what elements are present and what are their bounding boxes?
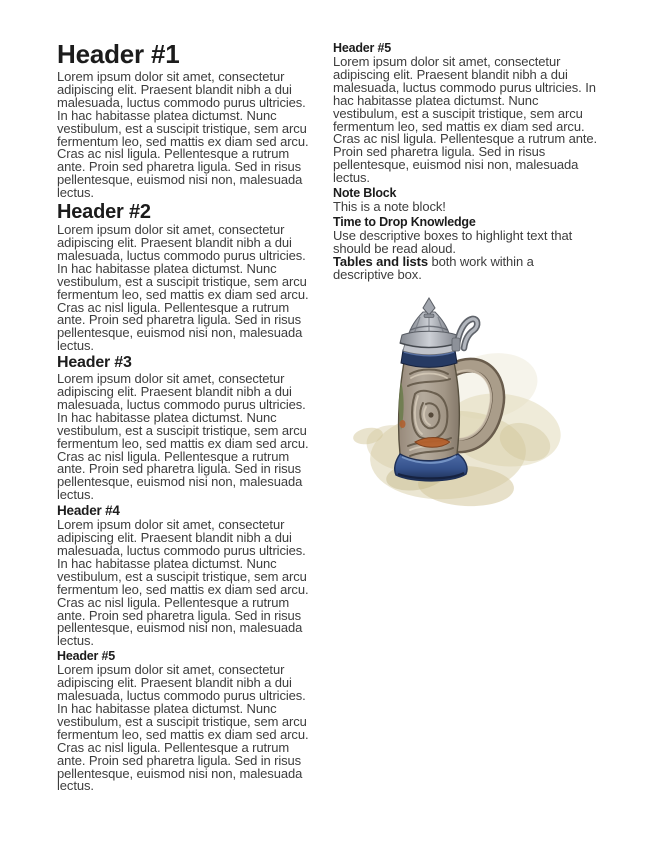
section-1 — [57, 40, 317, 200]
section-1-heading: Header #1 — [57, 39, 180, 69]
note-block-body: This is a note block! — [333, 199, 446, 215]
section-5-heading: Header #5 — [57, 649, 115, 664]
section-2 — [57, 201, 317, 353]
section-1-paragraph: Lorem ipsum dolor sit amet, consectetur adipiscing elit. Praesent blandit nibh a dui malesuada, luctus commodo purus ultricies. In hac habitasse platea dictumst. Nunc vestibulum, est a suscipit tristique, sem arcu fermentum leo, sed mattis ex diam sed arcu. Cras ac nisl ligula. Pellentesque a rutrum ante. Proin sed pharetra ligula. Sed in risus pellentesque, euismod nisi non, malesuada lectus. — [57, 69, 309, 201]
knowledge-block-body: Use descriptive boxes to highlight text that should be read aloud. — [333, 227, 573, 256]
orange-glaze-dot — [400, 420, 406, 428]
tables-note — [333, 253, 597, 282]
note-block-heading: Note Block — [333, 186, 397, 201]
knowledge-block — [333, 215, 597, 282]
section-4-paragraph: Lorem ipsum dolor sit amet, consectetur adipiscing elit. Praesent blandit nibh a dui malesuada, luctus commodo purus ultricies. In hac habitasse platea dictumst. Nunc vestibulum, est a suscipit tristique, sem arcu fermentum leo, sed mattis ex diam sed arcu. Cras ac nisl ligula. Pellentesque a rutrum ante. Proin sed pharetra ligula. Sed in risus pellentesque, euismod nisi non, malesuada lectus. — [57, 517, 309, 649]
section-4-heading: Header #4 — [57, 503, 120, 519]
thumb-lever — [452, 319, 477, 351]
section-4 — [57, 503, 317, 648]
tables-note-bold: Tables and lists — [333, 253, 428, 269]
note-block — [333, 186, 597, 214]
tables-note-rest: both work within a descriptive box. — [333, 253, 534, 282]
stein-body — [399, 362, 460, 468]
section-5-paragraph: Lorem ipsum dolor sit amet, consectetur adipiscing elit. Praesent blandit nibh a dui malesuada, luctus commodo purus ultricies. In hac habitasse platea dictumst. Nunc vestibulum, est a suscipit tristique, sem arcu fermentum leo, sed mattis ex diam sed arcu. Cras ac nisl ligula. Pellentesque a rutrum ante. Proin sed pharetra ligula. Sed in risus pellentesque, euismod nisi non, malesuada lectus. — [57, 662, 309, 794]
section-5 — [57, 649, 317, 793]
right-column — [333, 40, 597, 282]
section-6 — [333, 41, 597, 185]
stein-lid — [400, 298, 459, 348]
section-2-heading: Header #2 — [57, 201, 151, 224]
section-6-heading: Header #5 — [333, 41, 391, 55]
section-3-heading: Header #3 — [57, 354, 132, 372]
section-2-paragraph: Lorem ipsum dolor sit amet, consectetur adipiscing elit. Praesent blandit nibh a dui malesuada, luctus commodo purus ultricies. In hac habitasse platea dictumst. Nunc vestibulum, est a suscipit tristique, sem arcu fermentum leo, sed mattis ex diam sed arcu. Cras ac nisl ligula. Pellentesque a rutrum ante. Proin sed pharetra ligula. Sed in risus pellentesque, euismod nisi non, malesuada lectus. — [57, 222, 309, 354]
section-3 — [57, 354, 317, 502]
section-3-paragraph: Lorem ipsum dolor sit amet, consectetur adipiscing elit. Praesent blandit nibh a dui malesuada, luctus commodo purus ultricies. In hac habitasse platea dictumst. Nunc vestibulum, est a suscipit tristique, sem arcu fermentum leo, sed mattis ex diam sed arcu. Cras ac nisl ligula. Pellentesque a rutrum ante. Proin sed pharetra ligula. Sed in risus pellentesque, euismod nisi non, malesuada lectus. — [57, 371, 309, 503]
knowledge-block-heading: Time to Drop Knowledge — [333, 214, 476, 229]
section-6-paragraph: Lorem ipsum dolor sit amet, consectetur adipiscing elit. Praesent blandit nibh a dui malesuada, luctus commodo purus ultricies. In hac habitasse platea dictumst. Nunc vestibulum, est a suscipit tristique, sem arcu fermentum leo, sed mattis ex diam sed arcu. Cras ac nisl ligula. Pellentesque a rutrum ante. Proin sed pharetra ligula. Sed in risus pellentesque, euismod nisi non, malesuada lectus. — [333, 54, 598, 186]
left-column — [57, 40, 317, 793]
stein-illustration — [340, 290, 640, 520]
